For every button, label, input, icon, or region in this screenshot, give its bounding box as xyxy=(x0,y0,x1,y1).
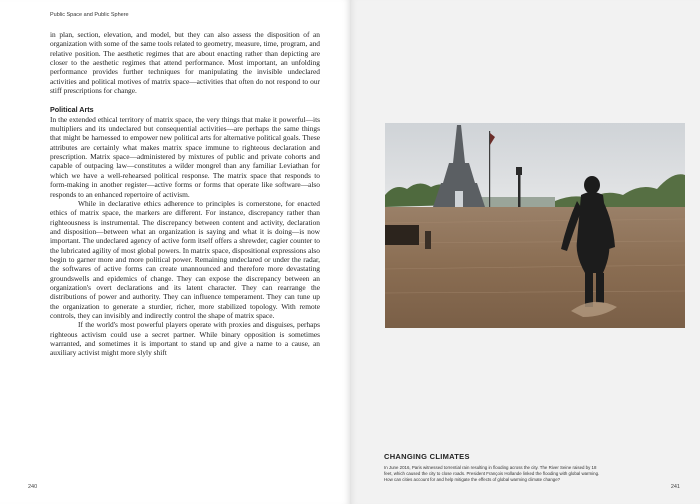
paragraph-3: While in declarative ethics adherence to principles is cornerstone, for enacted ethics of matrix space, the markers are different. For instance, discrepancy rather than righteousness is instrumental. The discrepancy between content and activity, declaration and disposition—between what an organization is saying and what it is doing—is now important. The undeclared agency of active form itself offers a shrewder, cagier counter to the lubricated agility of most global powers. In matrix space, dispositional expressions also begin to garner more and more political power. Remaining undeclared or under the radar, the softwares of active forms can create unannounced and therefore more devastating groundswells and epidemics of change. They can expose the discrepancy between an organization's overt declarations and its latent character. They can rearrange the distributions of power and authority. They can influence temperament. They can tune up the organization to generate a sturdier, richer, more stabilized topology. With remote controls, they can invisibly and indirectly control the shape of matrix space. xyxy=(50,198,320,320)
flood-photo-image xyxy=(385,123,685,328)
flood-photo xyxy=(385,123,685,328)
submerged-structure xyxy=(385,225,419,245)
page-number-right: 241 xyxy=(670,484,680,490)
paragraph-4: If the world's most powerful players operate with proxies and disguises, perhaps righteous activism could use a secret partner. While binary opposition is sometimes warranted, and sometimes it is important to stand up and give a name to a cause, an auxiliary activist might more slyly shift xyxy=(50,320,320,358)
page-number-left: 240 xyxy=(28,484,38,490)
flood-water xyxy=(385,207,685,328)
section-heading: Political Arts xyxy=(50,105,94,115)
paragraph-2: In the extended ethical territory of matrix space, the very things that make it powerful—its multipliers and its undeclared but consequential activities—are perhaps the same things that might be harnessed to empower new political arts for alternative political goals. These attributes are certainly what makes matrix space immune to righteous declaration and prescription. Matrix space—administered by mixtures of public and private cohorts and capable of outpacing law—constitutes a wilder mongrel than any familiar Leviathan for which we have a well-rehearsed political response. The matrix space that responds to form-making in another register—active forms or forms that operate like software—also responds to an enhanced repertoire of activism. xyxy=(50,114,320,199)
paragraph-1: in plan, section, elevation, and model, but they can also assess the disposition of an organization with some of the same tools related to geometry, measure, time, program, and relative position. The aesthetic regimes that are about enacting rather than depicting are closer to the aesthetic regimes that attend performance. Most important, an unfolding performance provides further techniques for manipulating the invisible undeclared activities and political motives of matrix space—activities that often do not respond to our stiff prescriptions for change. xyxy=(50,30,320,96)
caption-text: In June 2016, Paris witnessed torrential rain resulting in flooding across the city. The River Seine raised by 18 feet, which caused the city to close roads. President François Hollande linked the flooding with global warming. How can cities account for and help mitigate the effects of global warming climate change? xyxy=(384,465,600,482)
body-text xyxy=(50,30,320,358)
right-page xyxy=(350,0,700,504)
caption-title: CHANGING CLIMATES xyxy=(384,452,470,461)
running-head: Public Space and Public Sphere xyxy=(50,12,129,18)
